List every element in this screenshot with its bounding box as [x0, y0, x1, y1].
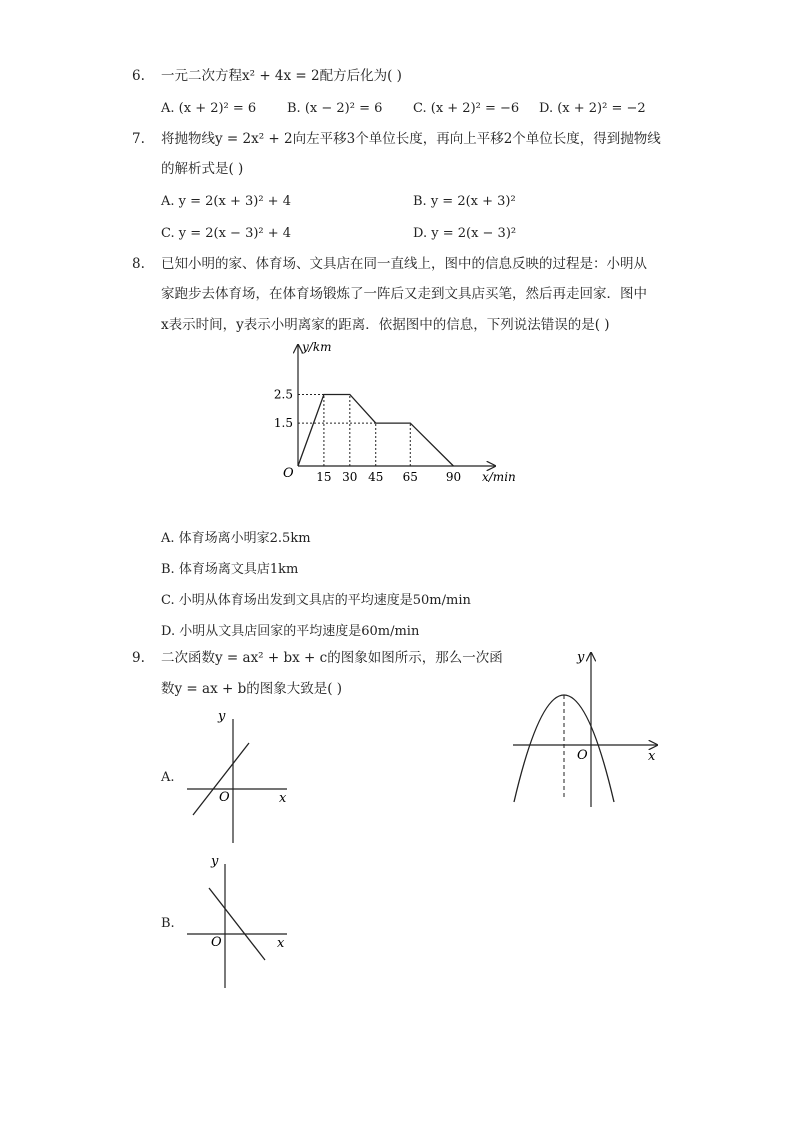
q9-option-b-graph — [183, 850, 293, 990]
y-axis-label: y/km — [302, 340, 332, 354]
q8-stem-line1: 已知小明的家、体育场、文具店在同一直线上，图中的信息反映的过程是：小明从 — [161, 256, 647, 272]
x-tick-label: 15 — [316, 470, 332, 484]
x-tick-label: 45 — [368, 470, 384, 484]
q8-stem-line3: x表示时间，y表示小明离家的距离．依据图中的信息，下列说法错误的是( ) — [161, 317, 610, 333]
y-tick-label: 1.5 — [273, 416, 293, 431]
q8-distance-time-chart — [260, 335, 540, 495]
q9-stem-line1: 二次函数y = ax² + bx + c的图象如图所示，那么一次函 — [161, 650, 503, 666]
parabola-y-label: y — [577, 650, 585, 665]
q8-option-a: A. 体育场离小明家2.5km — [161, 531, 311, 546]
q7-option-d: D. y = 2(x − 3)² — [413, 226, 517, 241]
q8-option-b: B. 体育场离文具店1km — [161, 562, 299, 577]
q6-number: 6. — [132, 68, 145, 84]
origin-label: O — [283, 466, 294, 481]
q7-option-b: B. y = 2(x + 3)² — [413, 194, 516, 209]
q8-stem-line2: 家跑步去体育场，在体育场锻炼了一阵后又走到文具店买笔，然后再走回家．图中 — [161, 286, 647, 302]
x-tick-label: 65 — [402, 470, 418, 484]
q8-option-d: D. 小明从文具店回家的平均速度是60m/min — [161, 624, 420, 639]
option-a-y-label: y — [218, 709, 226, 724]
q7-stem-line2: 的解析式是( ) — [161, 161, 244, 177]
parabola-origin-label: O — [577, 748, 588, 763]
q9-option-a-label: A. — [161, 770, 175, 785]
x-tick-label: 90 — [445, 470, 462, 484]
q9-option-a-graph — [183, 705, 293, 845]
option-b-origin-label: O — [211, 935, 222, 950]
q7-stem-line1: 将抛物线y = 2x² + 2向左平移3个单位长度，再向上平移2个单位长度，得到抛物线 — [161, 131, 661, 147]
q9-stem-line2: 数y = ax + b的图象大致是( ) — [161, 681, 343, 697]
q6-stem: 一元二次方程x² + 4x = 2配方后化为( ) — [161, 68, 402, 84]
option-b-y-label: y — [211, 854, 219, 869]
option-a-origin-label: O — [219, 790, 230, 805]
q7-option-a: A. y = 2(x + 3)² + 4 — [161, 194, 291, 209]
option-b-x-label: x — [277, 936, 285, 951]
parabola-x-label: x — [648, 749, 656, 764]
q6-option-c: C. (x + 2)² = −6 — [413, 101, 520, 116]
q7-number: 7. — [132, 131, 145, 147]
distance-time-line — [298, 395, 453, 467]
q9-parabola-figure — [505, 645, 665, 810]
q6-option-d: D. (x + 2)² = −2 — [539, 101, 646, 116]
q7-option-c: C. y = 2(x − 3)² + 4 — [161, 226, 292, 241]
q6-option-b: B. (x − 2)² = 6 — [287, 101, 383, 116]
option-a-x-label: x — [279, 791, 287, 806]
q8-option-c: C. 小明从体育场出发到文具店的平均速度是50m/min — [161, 593, 471, 608]
q9-option-b-label: B. — [161, 916, 175, 931]
x-tick-label: 30 — [342, 470, 358, 484]
q9-number: 9. — [132, 650, 145, 666]
q6-option-a: A. (x + 2)² = 6 — [161, 101, 257, 116]
x-axis-label: x/min — [482, 470, 516, 484]
q8-number: 8. — [132, 256, 145, 272]
y-tick-label: 2.5 — [273, 387, 293, 402]
